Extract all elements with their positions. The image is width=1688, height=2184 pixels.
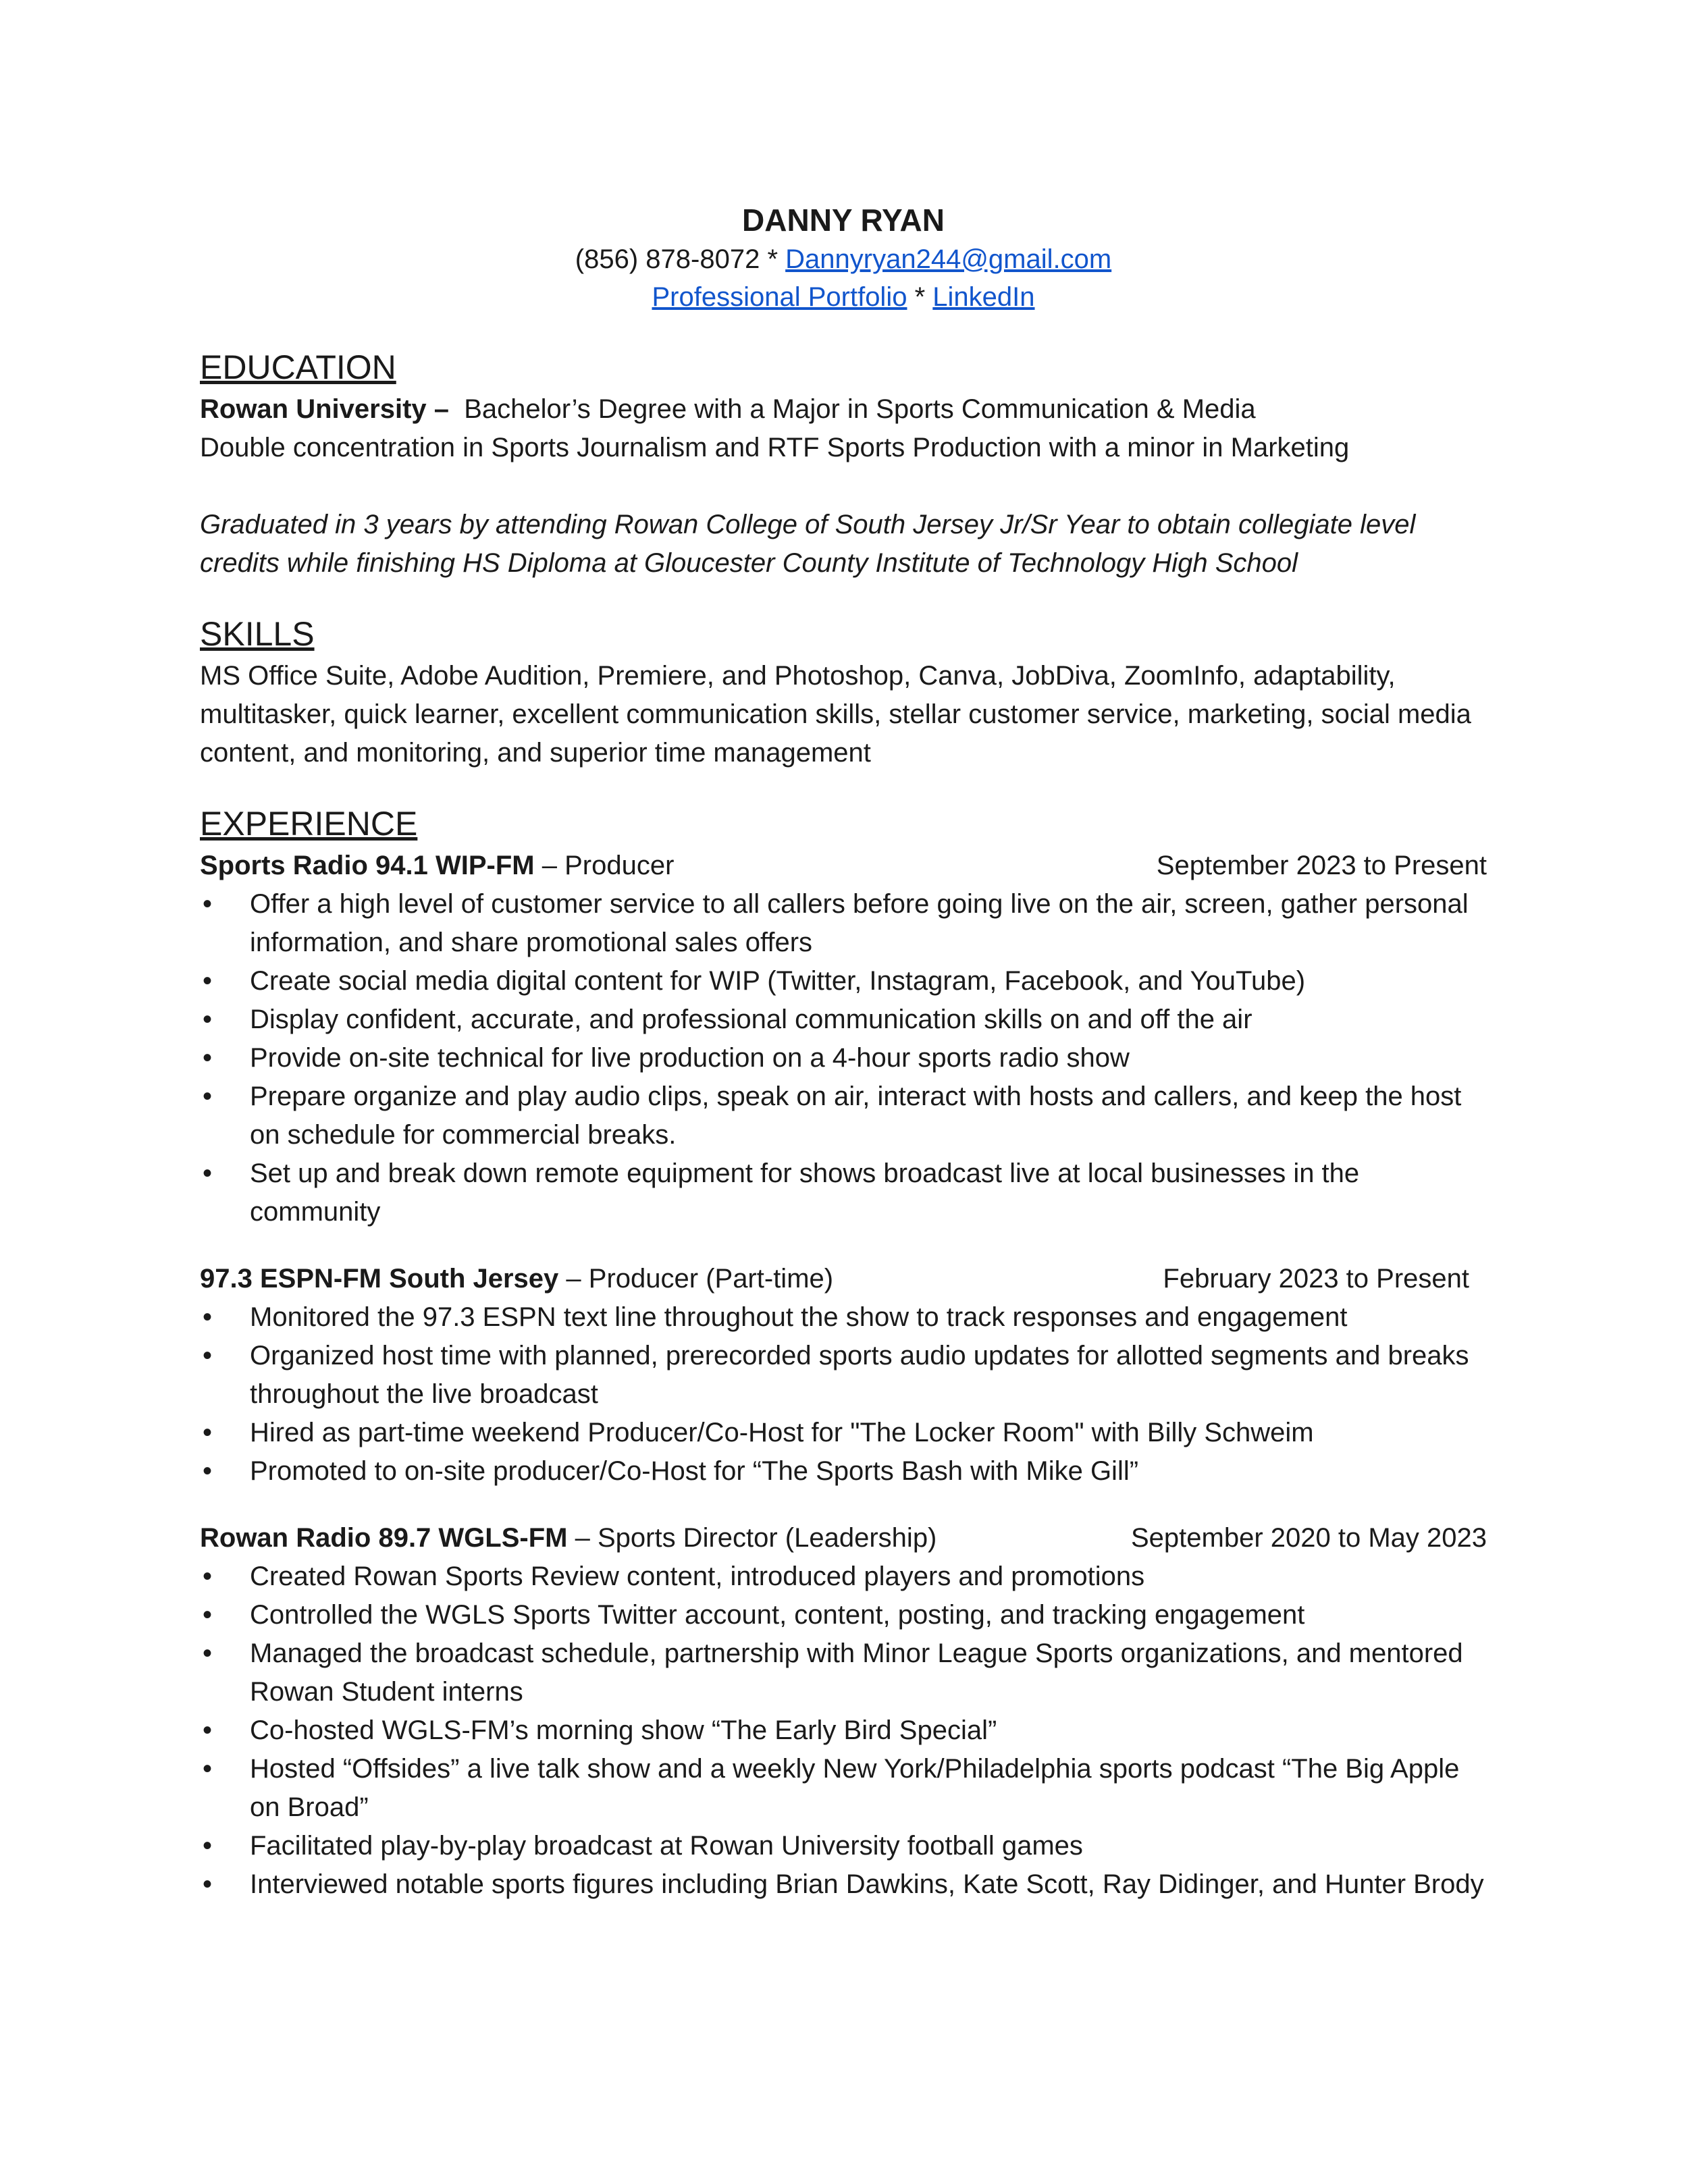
job-organization: Sports Radio 94.1 WIP-FM xyxy=(200,851,535,880)
job-bullets xyxy=(200,1298,1487,1491)
bullet-icon: • xyxy=(203,1715,213,1745)
job-role: – Sports Director (Leadership) xyxy=(567,1523,937,1553)
bullet-item xyxy=(200,1557,1487,1596)
job-dates: September 2023 to Present xyxy=(1156,851,1487,880)
candidate-name: DANNY RYAN xyxy=(742,203,945,238)
job-dates: September 2020 to May 2023 xyxy=(1130,1523,1487,1553)
links-line xyxy=(200,278,1487,316)
bullet-item xyxy=(200,1414,1487,1452)
bullet-icon: • xyxy=(203,1043,213,1073)
job-role: – Producer xyxy=(534,851,675,880)
job-entry xyxy=(200,847,1487,1231)
bullet-icon: • xyxy=(203,1754,213,1784)
bullet-item xyxy=(200,1711,1487,1750)
experience-list xyxy=(200,847,1487,1904)
bullet-icon: • xyxy=(203,1082,213,1111)
bullet-text: Facilitated play-by-play broadcast at Rowan University football games xyxy=(250,1831,1083,1861)
job-header xyxy=(200,847,1487,885)
bullet-text: Hosted “Offsides” a live talk show and a weekly New York/Philadelphia sports podcast “The Big Apple on Broad” xyxy=(250,1754,1460,1822)
bullet-text: Display confident, accurate, and professional communication skills on and off the air xyxy=(250,1005,1252,1034)
bullet-icon: • xyxy=(203,1600,213,1630)
education-degree xyxy=(200,390,1487,429)
bullet-icon: • xyxy=(203,1158,213,1188)
bullet-text: Managed the broadcast schedule, partnership with Minor League Sports organizations, and mentored Rowan Student interns xyxy=(250,1639,1463,1707)
bullet-icon: • xyxy=(203,1456,213,1486)
school-name: Rowan University – xyxy=(200,394,450,424)
bullet-icon: • xyxy=(203,1341,213,1370)
bullet-item xyxy=(200,1077,1487,1154)
bullet-text: Created Rowan Sports Review content, introduced players and promotions xyxy=(250,1562,1145,1591)
bullet-item xyxy=(200,1039,1487,1077)
bullet-item xyxy=(200,1596,1487,1634)
bullet-text: Promoted to on-site producer/Co-Host for “The Sports Bash with Mike Gill” xyxy=(250,1456,1139,1486)
bullet-icon: • xyxy=(203,1562,213,1591)
skills-text: MS Office Suite, Adobe Audition, Premiere, and Photoshop, Canva, JobDiva, ZoomInfo, adaptability, multitasker, quick learner, excellent communication skills, stellar customer service, marketing, social media content, and monitoring, and superior time management xyxy=(200,661,1471,768)
education-heading: EDUCATION xyxy=(200,348,396,386)
bullet-icon: • xyxy=(203,1418,213,1447)
phone-number: (856) 878-8072 * xyxy=(575,244,779,274)
bullet-icon: • xyxy=(203,1639,213,1668)
bullet-icon: • xyxy=(203,1302,213,1332)
bullet-icon: • xyxy=(203,1831,213,1861)
bullet-text: Controlled the WGLS Sports Twitter account, content, posting, and tracking engagement xyxy=(250,1600,1305,1630)
bullet-icon: • xyxy=(203,1869,213,1899)
bullet-item xyxy=(200,1634,1487,1711)
experience-heading: EXPERIENCE xyxy=(200,805,418,843)
job-bullets xyxy=(200,885,1487,1231)
job-bullets xyxy=(200,1557,1487,1904)
job-entry xyxy=(200,1519,1487,1904)
bullet-item xyxy=(200,885,1487,962)
degree-text: Bachelor’s Degree with a Major in Sports Communication & Media xyxy=(464,394,1256,424)
bullet-item xyxy=(200,1154,1487,1231)
skills-heading: SKILLS xyxy=(200,615,315,653)
bullet-text: Create social media digital content for WIP (Twitter, Instagram, Facebook, and YouTube) xyxy=(250,966,1306,996)
bullet-text: Offer a high level of customer service to all callers before going live on the air, screen, gather personal information, and share promotional sales offers xyxy=(250,889,1469,957)
job-organization: Rowan Radio 89.7 WGLS-FM xyxy=(200,1523,568,1553)
education-note: Graduated in 3 years by attending Rowan College of South Jersey Jr/Sr Year to obtain collegiate level credits while finishing HS Diploma at Gloucester County Institute of Technology High School xyxy=(200,510,1416,578)
bullet-text: Monitored the 97.3 ESPN text line throughout the show to track responses and engagement xyxy=(250,1302,1348,1332)
bullet-text: Interviewed notable sports figures including Brian Dawkins, Kate Scott, Ray Didinger, and Hunter Brody xyxy=(250,1869,1484,1899)
bullet-item xyxy=(200,1337,1487,1414)
bullet-item xyxy=(200,1001,1487,1039)
bullet-text: Set up and break down remote equipment for shows broadcast live at local businesses in the community xyxy=(250,1158,1360,1227)
job-entry xyxy=(200,1260,1487,1491)
bullet-text: Organized host time with planned, prerecorded sports audio updates for allotted segments and breaks throughout the live broadcast xyxy=(250,1341,1469,1409)
email-link[interactable]: Dannyryan244@gmail.com xyxy=(785,244,1112,274)
linkedin-link[interactable]: LinkedIn xyxy=(932,282,1035,312)
job-header xyxy=(200,1260,1487,1298)
job-role: – Producer (Part-time) xyxy=(558,1264,834,1294)
portfolio-link[interactable]: Professional Portfolio xyxy=(652,282,907,312)
bullet-item xyxy=(200,1865,1487,1904)
job-dates: February 2023 to Present xyxy=(1163,1264,1469,1294)
bullet-text: Co-hosted WGLS-FM’s morning show “The Early Bird Special” xyxy=(250,1715,997,1745)
bullet-icon: • xyxy=(203,966,213,996)
resume-header xyxy=(200,200,1487,316)
job-header xyxy=(200,1519,1487,1557)
bullet-item xyxy=(200,1298,1487,1337)
bullet-icon: • xyxy=(203,889,213,919)
job-organization: 97.3 ESPN-FM South Jersey xyxy=(200,1264,559,1294)
education-concentration: Double concentration in Sports Journalism and RTF Sports Production with a minor in Marketing xyxy=(200,433,1350,462)
bullet-text: Prepare organize and play audio clips, speak on air, interact with hosts and callers, and keep the host on schedule for commercial breaks. xyxy=(250,1082,1462,1150)
bullet-item xyxy=(200,1827,1487,1865)
bullet-icon: • xyxy=(203,1005,213,1034)
bullet-text: Hired as part-time weekend Producer/Co-Host for "The Locker Room" with Billy Schweim xyxy=(250,1418,1314,1447)
bullet-item xyxy=(200,1452,1487,1491)
bullet-text: Provide on-site technical for live production on a 4-hour sports radio show xyxy=(250,1043,1130,1073)
bullet-item xyxy=(200,1750,1487,1827)
links-separator: * xyxy=(914,282,926,312)
contact-line xyxy=(200,240,1487,278)
bullet-item xyxy=(200,962,1487,1001)
